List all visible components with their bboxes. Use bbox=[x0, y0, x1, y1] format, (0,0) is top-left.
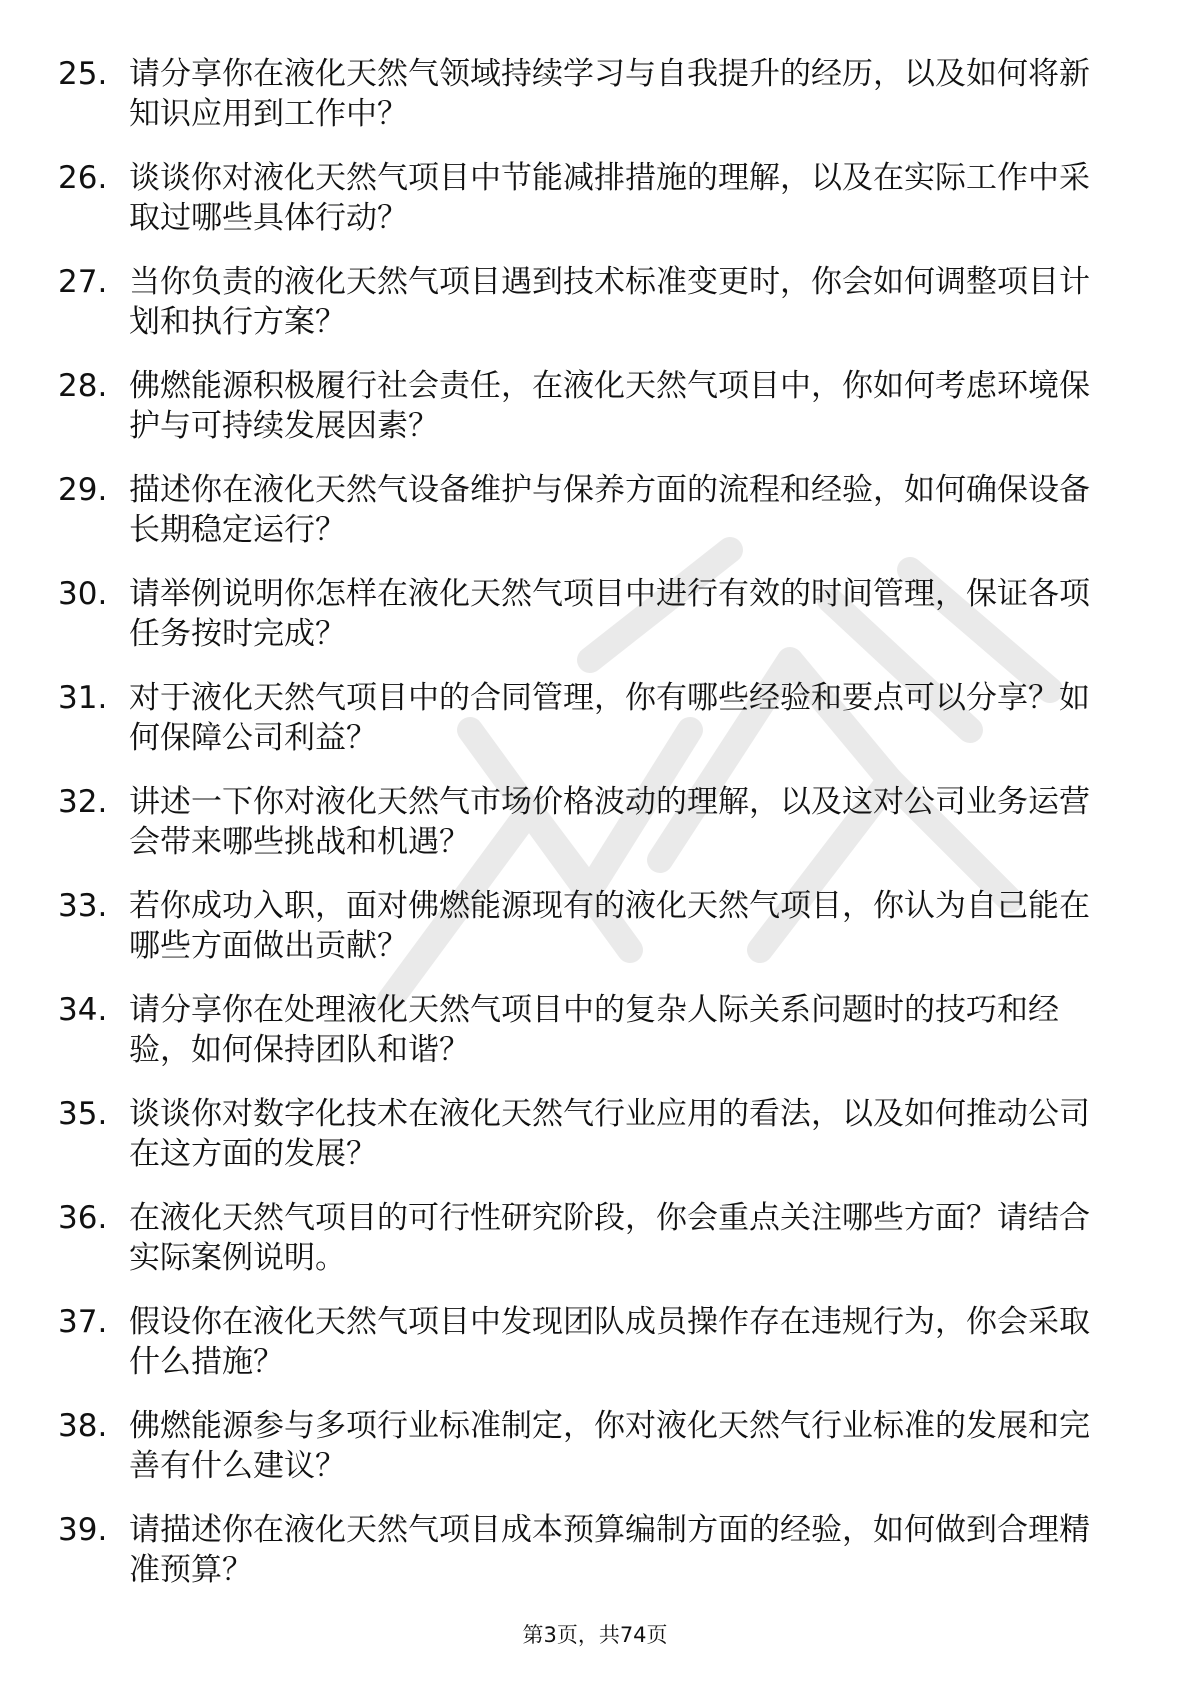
question-text: 讲述一下你对液化天然气市场价格波动的理解，以及这对公司业务运营会带来哪些挑战和机遇？ bbox=[129, 784, 1090, 860]
question-item bbox=[58, 1198, 1118, 1302]
question-number: 38. bbox=[58, 1408, 108, 1444]
question-item bbox=[58, 470, 1118, 574]
question-text: 对于液化天然气项目中的合同管理，你有哪些经验和要点可以分享？如何保障公司利益？ bbox=[129, 680, 1090, 756]
question-item bbox=[58, 366, 1118, 470]
question-number: 25. bbox=[58, 56, 108, 92]
page-footer bbox=[0, 1621, 1190, 1649]
question-number: 31. bbox=[58, 680, 108, 716]
question-item bbox=[58, 678, 1118, 782]
question-item bbox=[58, 1510, 1118, 1614]
question-text: 请描述你在液化天然气项目成本预算编制方面的经验，如何做到合理精准预算？ bbox=[129, 1512, 1090, 1588]
question-item bbox=[58, 886, 1118, 990]
question-number: 34. bbox=[58, 992, 108, 1028]
question-item bbox=[58, 1094, 1118, 1198]
question-item bbox=[58, 262, 1118, 366]
question-number: 27. bbox=[58, 264, 108, 300]
question-item bbox=[58, 1406, 1118, 1510]
question-text: 假设你在液化天然气项目中发现团队成员操作存在违规行为，你会采取什么措施？ bbox=[129, 1304, 1090, 1380]
question-item bbox=[58, 782, 1118, 886]
question-item bbox=[58, 574, 1118, 678]
question-number: 30. bbox=[58, 576, 108, 612]
question-text: 佛燃能源参与多项行业标准制定，你对液化天然气行业标准的发展和完善有什么建议？ bbox=[129, 1408, 1090, 1484]
question-text: 谈谈你对液化天然气项目中节能减排措施的理解，以及在实际工作中采取过哪些具体行动？ bbox=[129, 160, 1090, 236]
question-number: 35. bbox=[58, 1096, 108, 1132]
question-list bbox=[58, 54, 1118, 1614]
question-item bbox=[58, 54, 1118, 158]
question-number: 36. bbox=[58, 1200, 108, 1236]
question-number: 39. bbox=[58, 1512, 108, 1548]
question-number: 37. bbox=[58, 1304, 108, 1340]
page-number-label: 第3页，共74页 bbox=[522, 1623, 668, 1647]
question-text: 谈谈你对数字化技术在液化天然气行业应用的看法，以及如何推动公司在这方面的发展？ bbox=[129, 1096, 1090, 1172]
question-text: 若你成功入职，面对佛燃能源现有的液化天然气项目，你认为自己能在哪些方面做出贡献？ bbox=[129, 888, 1090, 964]
question-number: 33. bbox=[58, 888, 108, 924]
question-number: 32. bbox=[58, 784, 108, 820]
question-text: 请分享你在液化天然气领域持续学习与自我提升的经历，以及如何将新知识应用到工作中？ bbox=[129, 56, 1090, 132]
question-text: 请分享你在处理液化天然气项目中的复杂人际关系问题时的技巧和经验，如何保持团队和谐？ bbox=[129, 992, 1059, 1068]
question-number: 29. bbox=[58, 472, 108, 508]
question-number: 28. bbox=[58, 368, 108, 404]
question-text: 请举例说明你怎样在液化天然气项目中进行有效的时间管理，保证各项任务按时完成？ bbox=[129, 576, 1090, 652]
question-item bbox=[58, 158, 1118, 262]
question-number: 26. bbox=[58, 160, 108, 196]
question-item bbox=[58, 1302, 1118, 1406]
question-text: 当你负责的液化天然气项目遇到技术标准变更时，你会如何调整项目计划和执行方案？ bbox=[129, 264, 1090, 340]
question-item bbox=[58, 990, 1118, 1094]
question-text: 描述你在液化天然气设备维护与保养方面的流程和经验，如何确保设备长期稳定运行？ bbox=[129, 472, 1090, 548]
question-text: 佛燃能源积极履行社会责任，在液化天然气项目中，你如何考虑环境保护与可持续发展因素？ bbox=[129, 368, 1090, 444]
question-text: 在液化天然气项目的可行性研究阶段，你会重点关注哪些方面？请结合实际案例说明。 bbox=[129, 1200, 1090, 1276]
